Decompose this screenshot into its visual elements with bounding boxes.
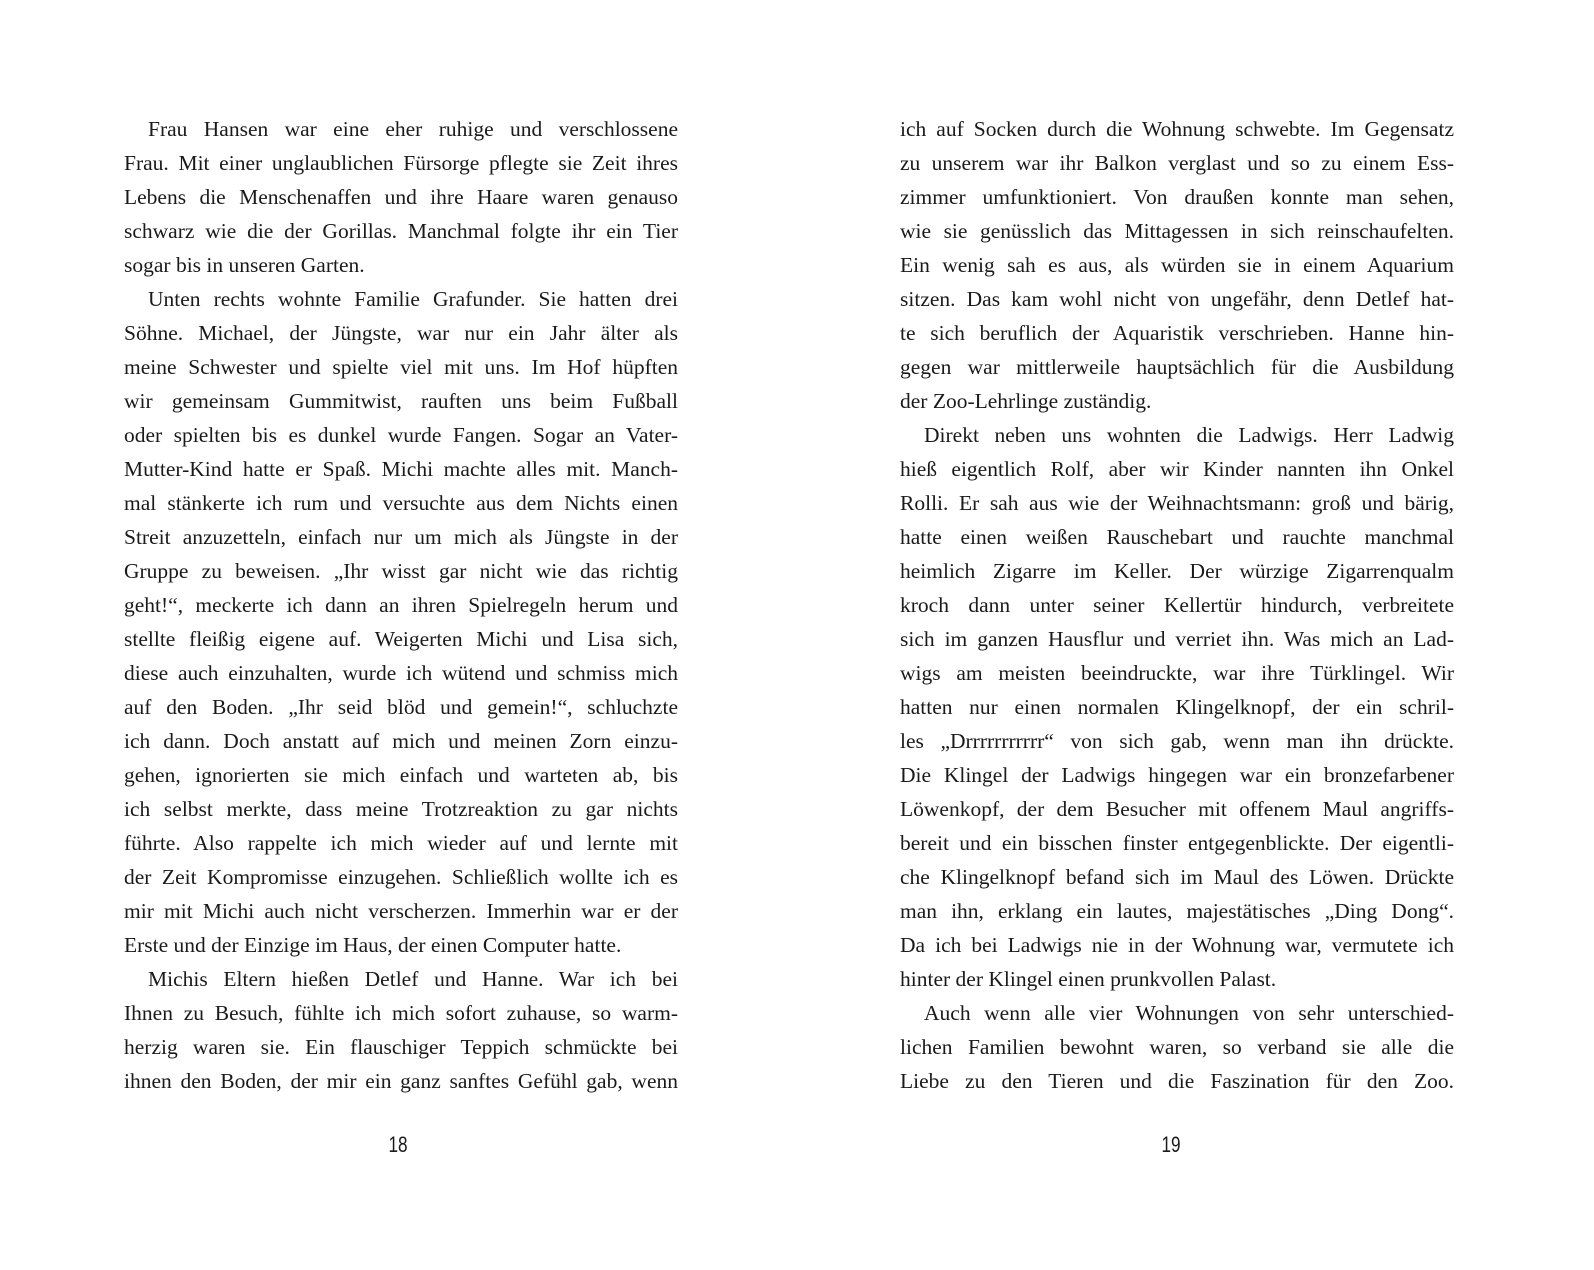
text-line: zimmer umfunktioniert. Von draußen konnte man sehen, [900,185,1454,209]
text-line: Die Klingel der Ladwigs hingegen war ein bronzefarbener [900,763,1454,787]
text-line: Liebe zu den Tieren und die Faszination für den Zoo. [900,1069,1454,1093]
text-line: auf den Boden. „Ihr seid blöd und gemein!“, schluchzte [124,695,678,719]
text-line: hinter der Klingel einen prunkvollen Palast. [900,967,1277,991]
text-line: mir mit Michi auch nicht verscherzen. Immerhin war er der [124,899,678,923]
text-line: les „Drrrrrrrrrrr“ von sich gab, wenn man ihn drückte. [900,729,1454,753]
text-line: der Zeit Kompromisse einzugehen. Schließlich wollte ich es [124,865,678,889]
text-line: meine Schwester und spielte viel mit uns. Im Hof hüpften [124,355,678,379]
text-line: sitzen. Das kam wohl nicht von ungefähr, denn Detlef hat- [900,287,1454,311]
text-line: Söhne. Michael, der Jüngste, war nur ein Jahr älter als [124,321,678,345]
text-line: gegen war mittlerweile hauptsächlich für die Ausbildung [900,355,1454,379]
text-line: mal stänkerte ich rum und versuchte aus dem Nichts einen [124,491,678,515]
text-line: Ein wenig sah es aus, als würden sie in einem Aquarium [900,253,1454,277]
text-line: wie sie genüsslich das Mittagessen in sich reinschaufelten. [900,219,1454,243]
text-line: lichen Familien bewohnt waren, so verband sie alle die [900,1035,1454,1059]
text-line: Mutter-Kind hatte er Spaß. Michi machte alles mit. Manch- [124,457,678,481]
text-line: wigs am meisten beeindruckte, war ihre Türklingel. Wir [900,661,1454,685]
text-line: Direkt neben uns wohnten die Ladwigs. Herr Ladwig [924,423,1454,447]
text-line: führte. Also rappelte ich mich wieder auf und lernte mit [124,831,678,855]
text-line: ihnen den Boden, der mir ein ganz sanftes Gefühl gab, wenn [124,1069,678,1093]
text-line: man ihn, erklang ein lautes, majestätisches „Ding Dong“. [900,899,1454,923]
text-line: Streit anzuzetteln, einfach nur um mich als Jüngste in der [124,525,678,549]
text-line: herzig waren sie. Ein flauschiger Teppich schmückte bei [124,1035,678,1059]
text-line: hatte einen weißen Rauschebart und rauchte manchmal [900,525,1454,549]
right-page-body [900,112,1454,1112]
text-line: diese auch einzuhalten, wurde ich wütend und schmiss mich [124,661,678,685]
text-line: ich selbst merkte, dass meine Trotzreaktion zu gar nichts [124,797,678,821]
text-line: hatten nur einen normalen Klingelknopf, der ein schril- [900,695,1454,719]
left-page-number: 18 [388,1132,408,1157]
text-line: hieß eigentlich Rolf, aber wir Kinder nannten ihn Onkel [900,457,1454,481]
right-page-number: 19 [1161,1132,1181,1157]
text-line: Frau. Mit einer unglaublichen Fürsorge pflegte sie Zeit ihres [124,151,678,175]
text-line: geht!“, meckerte ich dann an ihren Spielregeln herum und [124,593,678,617]
text-line: sogar bis in unseren Garten. [124,253,365,277]
text-line: wir gemeinsam Gummitwist, rauften uns beim Fußball [124,389,678,413]
text-line: Da ich bei Ladwigs nie in der Wohnung war, vermutete ich [900,933,1454,957]
text-line: Gruppe zu beweisen. „Ihr wisst gar nicht wie das richtig [124,559,678,583]
text-line: heimlich Zigarre im Keller. Der würzige Zigarrenqualm [900,559,1454,583]
text-line: ich auf Socken durch die Wohnung schwebte. Im Gegensatz [900,117,1454,141]
text-line: bereit und ein bisschen finster entgegenblickte. Der eigentli- [900,831,1454,855]
text-line: oder spielten bis es dunkel wurde Fangen. Sogar an Vater- [124,423,678,447]
text-line: Rolli. Er sah aus wie der Weihnachtsmann: groß und bärig, [900,491,1454,515]
text-line: ich dann. Doch anstatt auf mich und meinen Zorn einzu- [124,729,678,753]
text-line: te sich beruflich der Aquaristik verschrieben. Hanne hin- [900,321,1454,345]
left-page-body [124,112,678,1112]
text-line: Erste und der Einzige im Haus, der einen Computer hatte. [124,933,622,957]
text-line: stellte fleißig eigene auf. Weigerten Michi und Lisa sich, [124,627,678,651]
text-line: Unten rechts wohnte Familie Grafunder. Sie hatten drei [148,287,678,311]
text-line: Lebens die Menschenaffen und ihre Haare waren genauso [124,185,678,209]
text-line: kroch dann unter seiner Kellertür hindurch, verbreitete [900,593,1454,617]
text-line: der Zoo-Lehrlinge zuständig. [900,389,1152,413]
text-line: zu unserem war ihr Balkon verglast und so zu einem Ess- [900,151,1454,175]
text-line: gehen, ignorierten sie mich einfach und warteten ab, bis [124,763,678,787]
text-line: Auch wenn alle vier Wohnungen von sehr unterschied- [924,1001,1454,1025]
text-line: Michis Eltern hießen Detlef und Hanne. War ich bei [148,967,678,991]
text-line: Ihnen zu Besuch, fühlte ich mich sofort zuhause, so warm- [124,1001,678,1025]
text-line: che Klingelknopf befand sich im Maul des Löwen. Drückte [900,865,1454,889]
text-line: Löwenkopf, der dem Besucher mit offenem Maul angriffs- [900,797,1454,821]
text-line: sich im ganzen Hausflur und verriet ihn. Was mich an Lad- [900,627,1454,651]
text-line: Frau Hansen war eine eher ruhige und verschlossene [148,117,678,141]
text-line: schwarz wie die der Gorillas. Manchmal folgte ihr ein Tier [124,219,678,243]
